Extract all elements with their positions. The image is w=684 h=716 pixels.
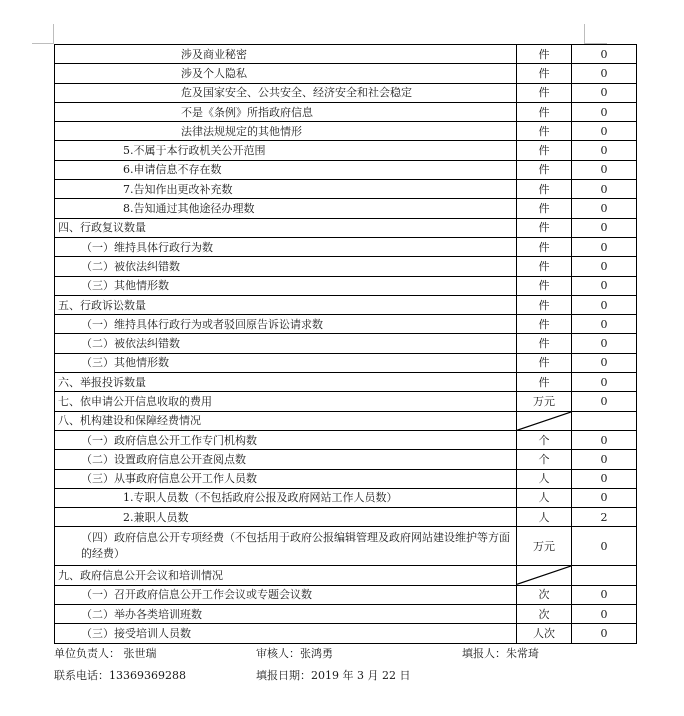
table-row — [55, 334, 637, 353]
row-unit: 件 — [517, 83, 572, 102]
row-label: （二）设置政府信息公开查阅点数 — [55, 450, 517, 469]
row-unit: 件 — [517, 180, 572, 199]
row-label: 涉及个人隐私 — [55, 64, 517, 83]
table-row — [55, 315, 637, 334]
row-unit: 人 — [517, 469, 572, 488]
row-unit: 件 — [517, 373, 572, 392]
row-unit: 万元 — [517, 392, 572, 411]
table-row — [55, 527, 637, 566]
table-row — [55, 295, 637, 314]
row-label: （三）其他情形数 — [55, 353, 517, 372]
row-label: 1.专职人员数（不包括政府公报及政府网站工作人员数） — [55, 488, 517, 507]
row-value: 0 — [572, 295, 637, 314]
row-value: 0 — [572, 430, 637, 449]
row-label: 危及国家安全、公共安全、经济安全和社会稳定 — [55, 83, 517, 102]
row-value: 0 — [572, 488, 637, 507]
row-value: 0 — [572, 160, 637, 179]
row-label: 不是《条例》所指政府信息 — [55, 102, 517, 121]
table-row — [55, 218, 637, 237]
row-label: 五、行政诉讼数量 — [55, 295, 517, 314]
row-value: 0 — [572, 450, 637, 469]
table-row — [55, 450, 637, 469]
table-row — [55, 141, 637, 160]
row-label: （三）从事政府信息公开工作人员数 — [55, 469, 517, 488]
table-row — [55, 160, 637, 179]
row-label: （一）维持具体行政行为或者驳回原告诉讼请求数 — [55, 315, 517, 334]
row-unit: 件 — [517, 237, 572, 256]
row-value: 0 — [572, 392, 637, 411]
phone-text: 联系电话：13369369288 — [54, 669, 186, 682]
row-label: 2.兼职人员数 — [55, 508, 517, 527]
row-unit: 次 — [517, 605, 572, 624]
crop-mark-right-vertical — [584, 24, 585, 44]
row-unit: 个 — [517, 450, 572, 469]
row-unit: 人次 — [517, 624, 572, 643]
row-value: 2 — [572, 508, 637, 527]
table-row — [55, 353, 637, 372]
row-unit: 件 — [517, 199, 572, 218]
row-unit: 件 — [517, 315, 572, 334]
row-unit: 件 — [517, 334, 572, 353]
row-value: 0 — [572, 527, 637, 566]
row-value: 0 — [572, 334, 637, 353]
row-unit: 件 — [517, 160, 572, 179]
row-value: 0 — [572, 237, 637, 256]
table-row — [55, 585, 637, 604]
row-label: 六、举报投诉数量 — [55, 373, 517, 392]
row-label: （四）政府信息公开专项经费（不包括用于政府公报编辑管理及政府网站建设维护等方面的经费） — [55, 527, 517, 566]
table-row — [55, 257, 637, 276]
filler-text: 填报人：朱常琦 — [462, 647, 539, 660]
table-row — [55, 566, 637, 585]
row-unit: 件 — [517, 295, 572, 314]
table-row — [55, 624, 637, 643]
diagonal-cell — [517, 411, 572, 430]
table-row — [55, 508, 637, 527]
row-value — [572, 566, 637, 585]
row-label: （二）被依法纠错数 — [55, 257, 517, 276]
row-label: 涉及商业秘密 — [55, 45, 517, 64]
row-unit: 件 — [517, 218, 572, 237]
crop-mark-left-horizontal — [32, 43, 54, 44]
row-label: 法律法规规定的其他情形 — [55, 122, 517, 141]
row-label: 6.申请信息不存在数 — [55, 160, 517, 179]
row-unit: 件 — [517, 64, 572, 83]
row-value: 0 — [572, 315, 637, 334]
date-text: 填报日期：2019 年 3 月 22 日 — [256, 669, 411, 682]
table-row — [55, 180, 637, 199]
table-row — [55, 605, 637, 624]
table-row — [55, 411, 637, 430]
row-label: （二）举办各类培训班数 — [55, 605, 517, 624]
row-label: 5.不属于本行政机关公开范围 — [55, 141, 517, 160]
table-row — [55, 276, 637, 295]
row-label: 7.告知作出更改补充数 — [55, 180, 517, 199]
table-row — [55, 83, 637, 102]
reviewer-text: 审核人：张鸿勇 — [256, 647, 333, 660]
table-row — [55, 237, 637, 256]
table-row — [55, 122, 637, 141]
row-label: 七、依申请公开信息收取的费用 — [55, 392, 517, 411]
row-value: 0 — [572, 218, 637, 237]
row-value — [572, 411, 637, 430]
row-value: 0 — [572, 605, 637, 624]
row-unit: 人 — [517, 488, 572, 507]
row-unit: 件 — [517, 276, 572, 295]
row-unit: 次 — [517, 585, 572, 604]
table-row — [55, 199, 637, 218]
row-label: （一）维持具体行政行为数 — [55, 237, 517, 256]
leader-text: 单位负责人： 张世瑞 — [54, 647, 157, 660]
row-unit: 万元 — [517, 527, 572, 566]
row-value: 0 — [572, 64, 637, 83]
diagonal-cell — [517, 566, 572, 585]
table-row — [55, 373, 637, 392]
row-value: 0 — [572, 45, 637, 64]
row-value: 0 — [572, 257, 637, 276]
row-label: 八、机构建设和保障经费情况 — [55, 411, 517, 430]
row-unit: 件 — [517, 122, 572, 141]
row-unit: 件 — [517, 102, 572, 121]
crop-mark-left-vertical — [53, 24, 54, 44]
row-label: （三）接受培训人员数 — [55, 624, 517, 643]
row-unit: 件 — [517, 353, 572, 372]
row-value: 0 — [572, 141, 637, 160]
row-value: 0 — [572, 469, 637, 488]
row-value: 0 — [572, 199, 637, 218]
row-label: 8.告知通过其他途径办理数 — [55, 199, 517, 218]
row-value: 0 — [572, 122, 637, 141]
table-row — [55, 102, 637, 121]
table-row — [55, 64, 637, 83]
table-row — [55, 392, 637, 411]
row-unit: 个 — [517, 430, 572, 449]
row-value: 0 — [572, 83, 637, 102]
row-value: 0 — [572, 373, 637, 392]
table-row — [55, 45, 637, 64]
row-unit: 件 — [517, 45, 572, 64]
row-value: 0 — [572, 353, 637, 372]
row-value: 0 — [572, 180, 637, 199]
row-value: 0 — [572, 276, 637, 295]
row-label: （一）召开政府信息公开工作会议或专题会议数 — [55, 585, 517, 604]
table-row — [55, 488, 637, 507]
row-label: 四、行政复议数量 — [55, 218, 517, 237]
row-value: 0 — [572, 102, 637, 121]
statistics-table — [54, 44, 636, 644]
row-unit: 件 — [517, 257, 572, 276]
row-label: 九、政府信息公开会议和培训情况 — [55, 566, 517, 585]
row-unit: 件 — [517, 141, 572, 160]
row-label: （一）政府信息公开工作专门机构数 — [55, 430, 517, 449]
table-row — [55, 469, 637, 488]
row-unit: 人 — [517, 508, 572, 527]
row-label: （二）被依法纠错数 — [55, 334, 517, 353]
row-label: （三）其他情形数 — [55, 276, 517, 295]
table-row — [55, 430, 637, 449]
row-value: 0 — [572, 585, 637, 604]
row-value: 0 — [572, 624, 637, 643]
